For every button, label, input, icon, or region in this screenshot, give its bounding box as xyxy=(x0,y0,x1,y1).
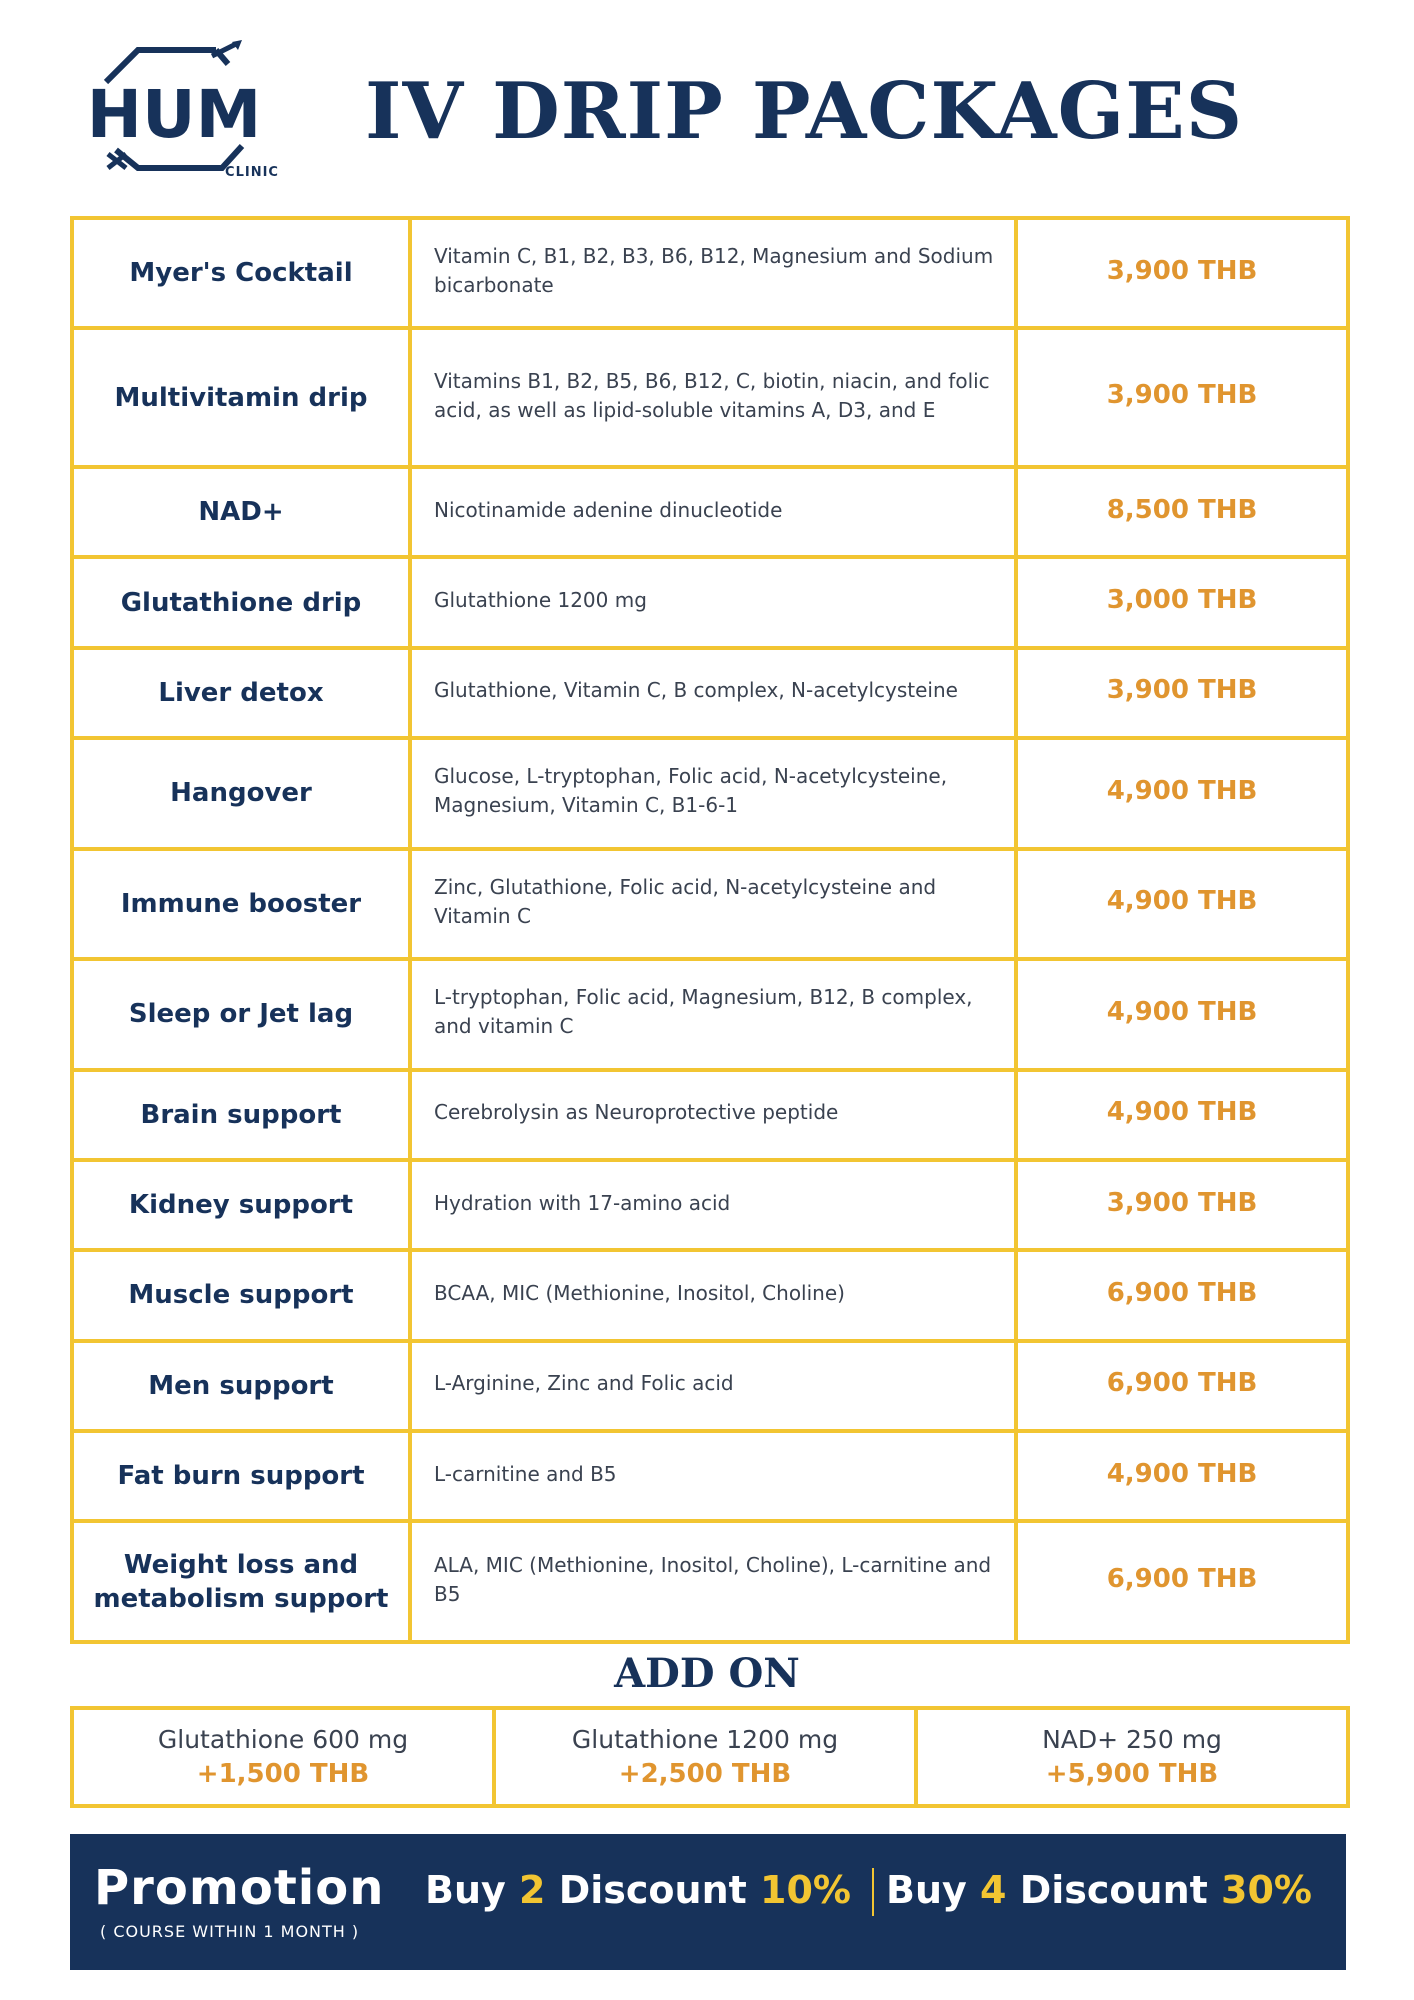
package-price: 4,900 THB xyxy=(1016,738,1348,848)
packages-table-body xyxy=(72,218,1348,1642)
package-ingredients: BCAA, MIC (Methionine, Inositol, Choline) xyxy=(410,1250,1016,1340)
package-price: 3,900 THB xyxy=(1016,218,1348,328)
addon-table xyxy=(70,1706,1350,1808)
package-price: 4,900 THB xyxy=(1016,1070,1348,1160)
offer-discount-label: Discount xyxy=(558,1868,747,1912)
package-ingredients: Cerebrolysin as Neuroprotective peptide xyxy=(410,1070,1016,1160)
package-price: 3,000 THB xyxy=(1016,557,1348,647)
addon-title: ADD ON xyxy=(614,1650,800,1697)
package-name: Immune booster xyxy=(72,849,410,959)
package-price: 6,900 THB xyxy=(1016,1521,1348,1642)
package-row xyxy=(72,849,1348,959)
page-title: IV DRIP PACKAGES xyxy=(365,66,1244,157)
package-price: 3,900 THB xyxy=(1016,328,1348,467)
package-name: Glutathione drip xyxy=(72,557,410,647)
offer-buy-label: Buy xyxy=(425,1868,506,1912)
package-price: 3,900 THB xyxy=(1016,1160,1348,1250)
package-name: Hangover xyxy=(72,738,410,848)
package-ingredients: Glutathione 1200 mg xyxy=(410,557,1016,647)
offer-divider xyxy=(872,1868,874,1916)
package-name: NAD+ xyxy=(72,467,410,557)
offer-discount-label: Discount xyxy=(1019,1868,1208,1912)
package-price: 4,900 THB xyxy=(1016,849,1348,959)
promotion-note: ( COURSE WITHIN 1 MONTH ) xyxy=(100,1922,360,1941)
addon-price: +2,500 THB xyxy=(618,1759,792,1789)
package-ingredients: Hydration with 17-amino acid xyxy=(410,1160,1016,1250)
offer-percent: 10% xyxy=(760,1868,852,1912)
package-ingredients: Vitamin C, B1, B2, B3, B6, B12, Magnesium and Sodium bicarbonate xyxy=(410,218,1016,328)
package-row xyxy=(72,959,1348,1069)
package-price: 4,900 THB xyxy=(1016,1431,1348,1521)
promotion-banner xyxy=(70,1834,1346,1970)
package-row xyxy=(72,328,1348,467)
package-ingredients: L-Arginine, Zinc and Folic acid xyxy=(410,1341,1016,1431)
addon-cell xyxy=(494,1708,916,1806)
package-ingredients: L-tryptophan, Folic acid, Magnesium, B12, B complex, and vitamin C xyxy=(410,959,1016,1069)
package-name: Sleep or Jet lag xyxy=(72,959,410,1069)
offer-qty: 4 xyxy=(980,1868,1007,1912)
addon-name: Glutathione 1200 mg xyxy=(571,1725,839,1754)
package-price: 4,900 THB xyxy=(1016,959,1348,1069)
package-price: 6,900 THB xyxy=(1016,1341,1348,1431)
addon-row xyxy=(72,1708,1348,1806)
offer-buy-label: Buy xyxy=(886,1868,967,1912)
addon-price: +5,900 THB xyxy=(1045,1759,1219,1789)
package-name: Muscle support xyxy=(72,1250,410,1340)
addon-name: NAD+ 250 mg xyxy=(1042,1725,1222,1754)
package-name: Kidney support xyxy=(72,1160,410,1250)
package-row xyxy=(72,1250,1348,1340)
package-name: Men support xyxy=(72,1341,410,1431)
addon-name: Glutathione 600 mg xyxy=(157,1725,409,1754)
offer-buy-4 xyxy=(886,1864,1312,1916)
logo-wordmark: HUM xyxy=(86,76,262,153)
package-price: 6,900 THB xyxy=(1016,1250,1348,1340)
promotion-title: Promotion xyxy=(94,1860,385,1916)
addon-price: +1,500 THB xyxy=(196,1759,370,1789)
package-name: Multivitamin drip xyxy=(72,328,410,467)
logo-subtitle: CLINIC xyxy=(225,165,279,180)
package-row xyxy=(72,1160,1348,1250)
package-ingredients: Zinc, Glutathione, Folic acid, N-acetylcysteine and Vitamin C xyxy=(410,849,1016,959)
package-row xyxy=(72,1070,1348,1160)
offer-percent: 30% xyxy=(1221,1868,1313,1912)
package-name: Weight loss and metabolism support xyxy=(72,1521,410,1642)
offer-qty: 2 xyxy=(519,1868,546,1912)
package-row xyxy=(72,648,1348,738)
package-row xyxy=(72,1521,1348,1642)
offer-buy-2 xyxy=(425,1864,851,1916)
package-row xyxy=(72,467,1348,557)
packages-table xyxy=(70,216,1350,1644)
package-row xyxy=(72,738,1348,848)
package-name: Liver detox xyxy=(72,648,410,738)
addon-cell xyxy=(916,1708,1348,1806)
package-row xyxy=(72,1341,1348,1431)
package-row xyxy=(72,557,1348,647)
addon-cell xyxy=(72,1708,494,1806)
package-ingredients: L-carnitine and B5 xyxy=(410,1431,1016,1521)
hum-clinic-logo xyxy=(76,40,279,180)
package-ingredients: ALA, MIC (Methionine, Inositol, Choline), L-carnitine and B5 xyxy=(410,1521,1016,1642)
package-row xyxy=(72,218,1348,328)
package-ingredients: Glutathione, Vitamin C, B complex, N-acetylcysteine xyxy=(410,648,1016,738)
package-row xyxy=(72,1431,1348,1521)
package-ingredients: Vitamins B1, B2, B5, B6, B12, C, biotin, niacin, and folic acid, as well as lipid-soluble vitamins A, D3, and E xyxy=(410,328,1016,467)
package-price: 3,900 THB xyxy=(1016,648,1348,738)
package-ingredients: Glucose, L-tryptophan, Folic acid, N-acetylcysteine, Magnesium, Vitamin C, B1-6-1 xyxy=(410,738,1016,848)
package-name: Myer's Cocktail xyxy=(72,218,410,328)
package-ingredients: Nicotinamide adenine dinucleotide xyxy=(410,467,1016,557)
hexagon-arrow-logo-icon xyxy=(76,40,279,180)
package-name: Brain support xyxy=(72,1070,410,1160)
package-price: 8,500 THB xyxy=(1016,467,1348,557)
package-name: Fat burn support xyxy=(72,1431,410,1521)
